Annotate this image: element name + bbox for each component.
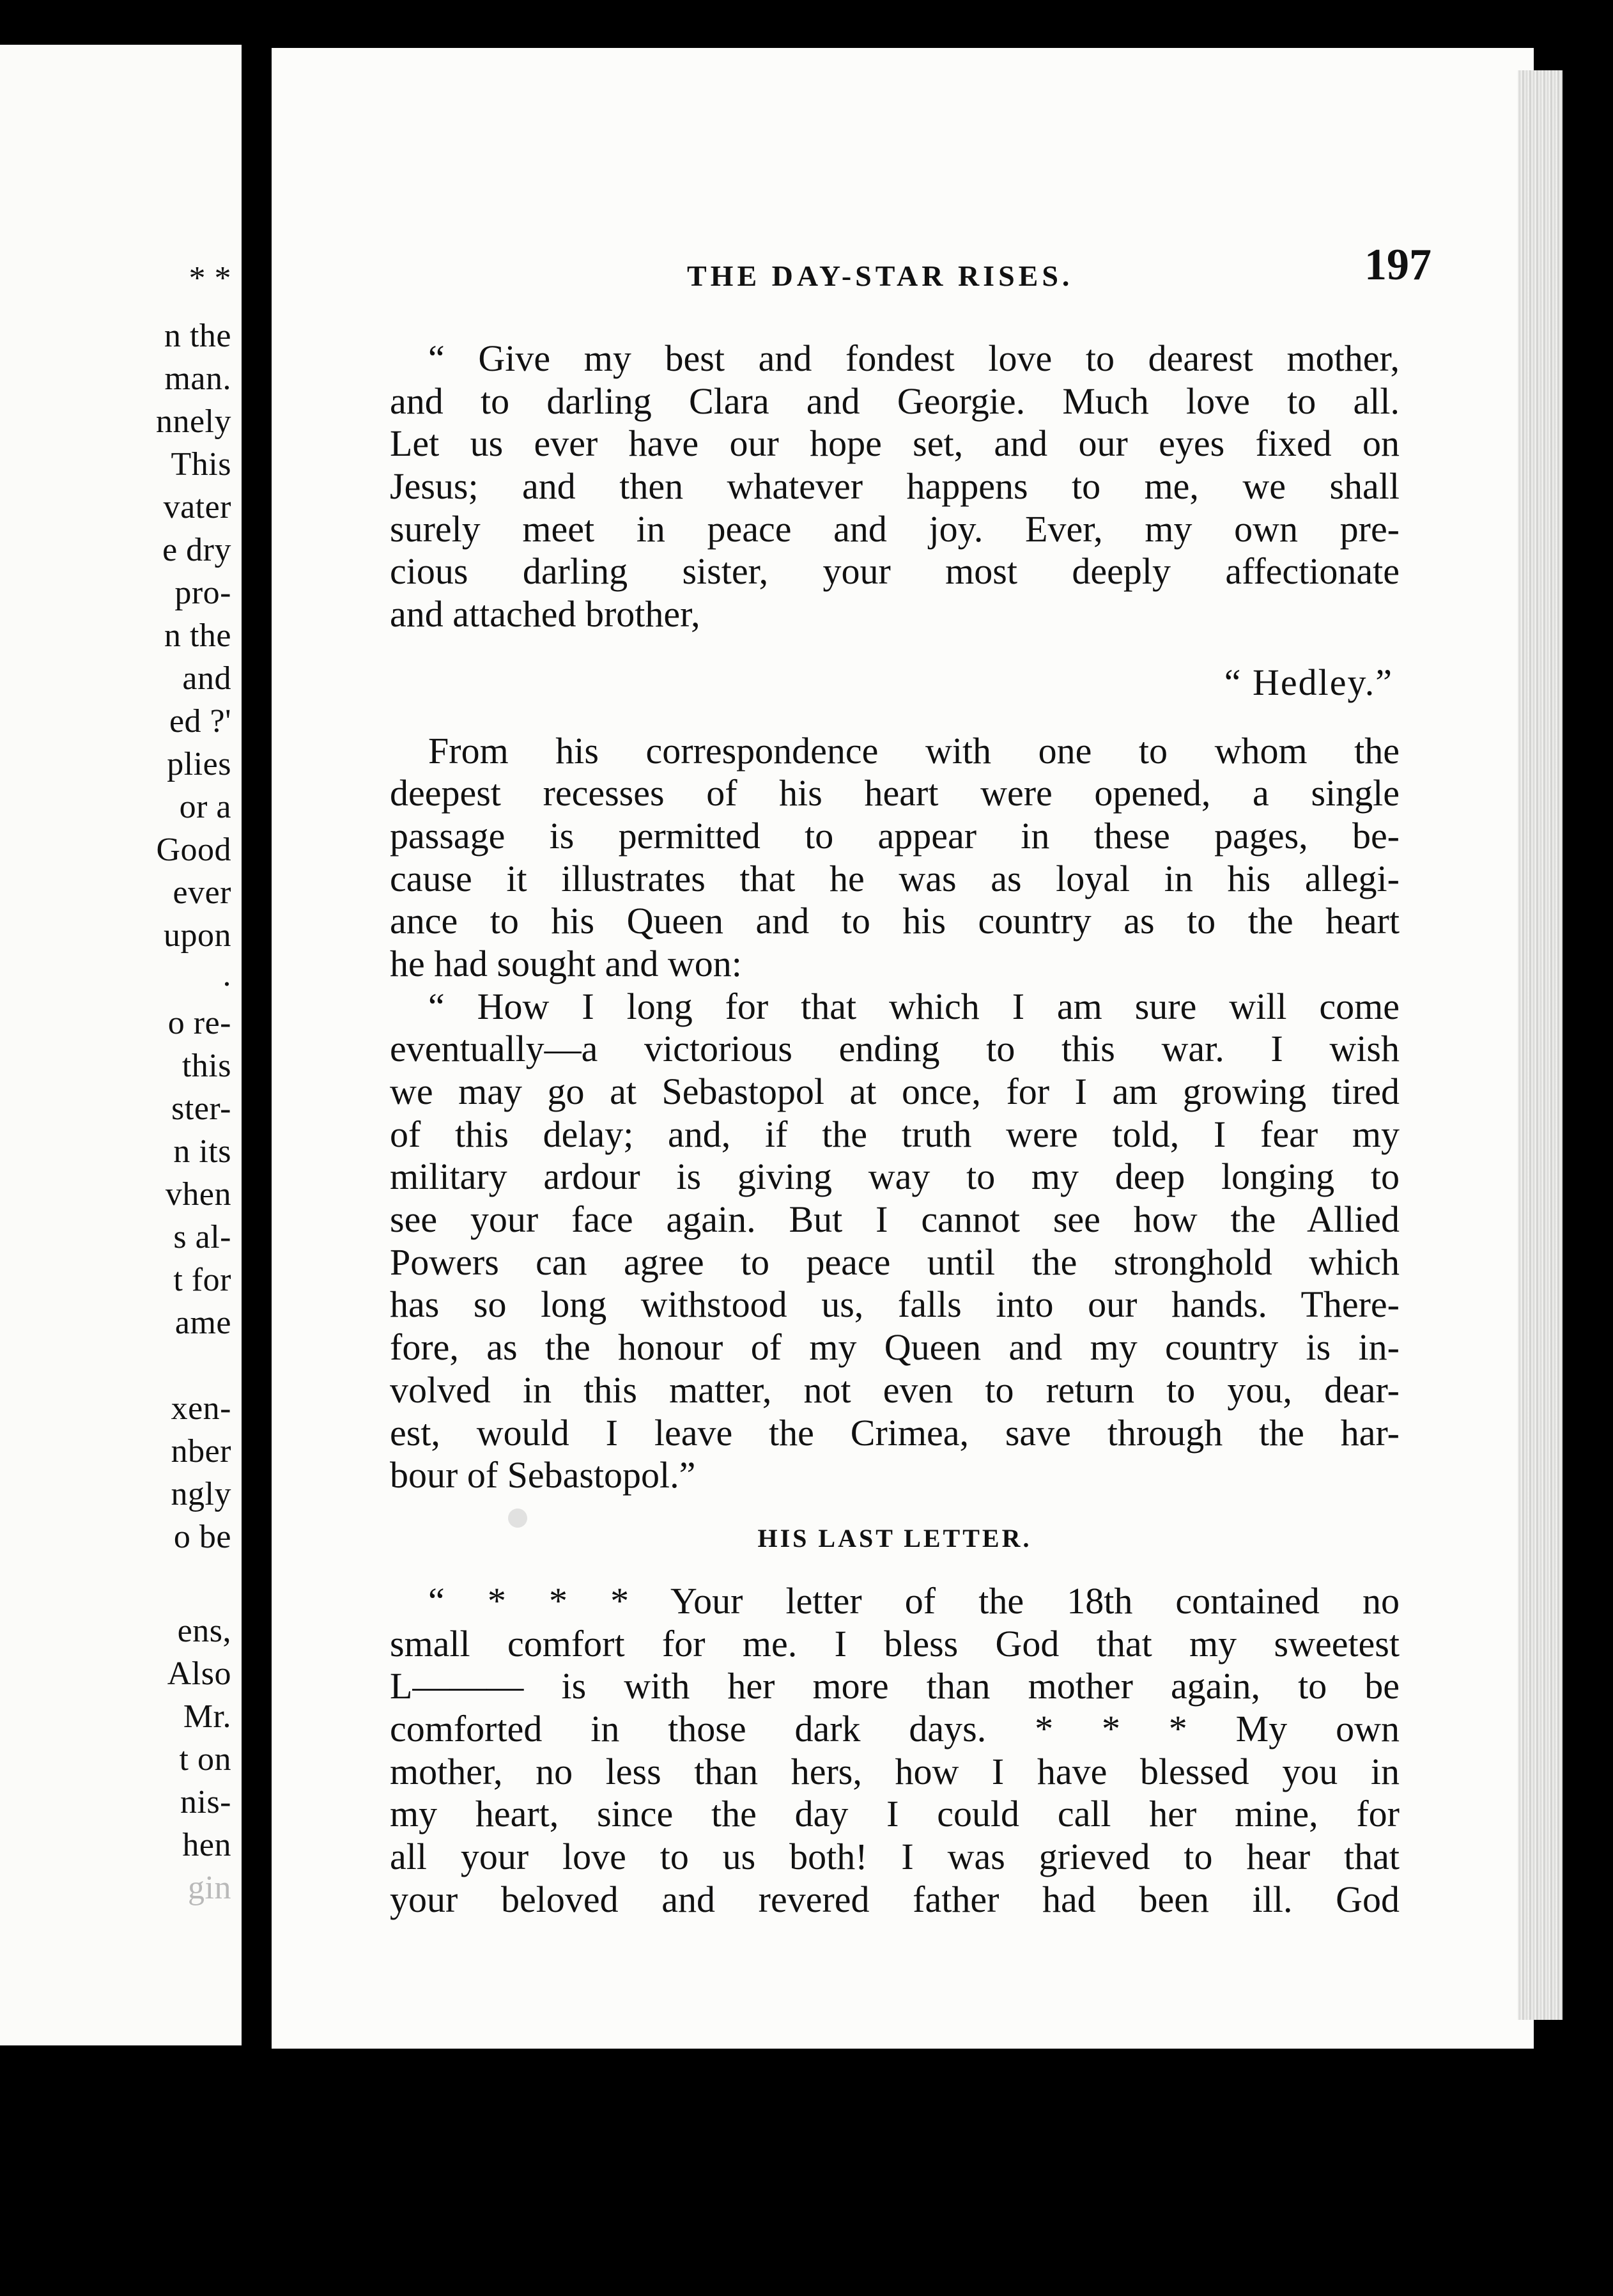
- left-page-line: ever: [173, 874, 231, 911]
- text-line: “ How I long for that which I am sure will come: [428, 985, 1400, 1027]
- text-line: cause it illustrates that he was as loyal in his allegi-: [390, 857, 1400, 899]
- left-page-line: upon: [164, 917, 231, 954]
- left-page-line: man.: [164, 361, 231, 397]
- text-line: deepest recesses of his heart were opened, a single: [390, 772, 1400, 814]
- text-line: fore, as the honour of my Queen and my country is in-: [390, 1326, 1400, 1369]
- left-page-line: this: [181, 1048, 231, 1084]
- page-header: [419, 240, 1432, 297]
- text-line: surely meet in peace and joy. Ever, my own pre-: [390, 508, 1400, 550]
- narrative-paragraph: [390, 730, 1400, 986]
- left-page-line: Good: [156, 832, 231, 868]
- left-page-line: xen-: [171, 1390, 231, 1427]
- text-line: and to darling Clara and Georgie. Much love to all.: [390, 380, 1400, 422]
- left-page-line: o be: [173, 1519, 231, 1555]
- left-page-line: n the: [164, 617, 231, 654]
- left-page-line: ngly: [171, 1476, 231, 1512]
- text-line: Powers can agree to peace until the stronghold which: [390, 1241, 1400, 1283]
- text-line: From his correspondence with one to whom the: [428, 729, 1400, 772]
- last-letter-paragraph: [390, 1580, 1400, 1921]
- left-page-line: vhen: [165, 1176, 231, 1213]
- text-line: mother, no less than hers, how I have blessed you in: [390, 1750, 1400, 1792]
- text-line: and attached brother,: [390, 593, 700, 635]
- letter-paragraph: [390, 337, 1400, 704]
- left-page-line: * *: [189, 260, 231, 297]
- text-line: eventually—a victorious ending to this war. I wish: [390, 1028, 1400, 1070]
- left-page-line: ed ?': [169, 703, 231, 740]
- text-line: L——— is with her more than mother again, to be: [390, 1665, 1400, 1707]
- left-page-line: ens,: [177, 1613, 231, 1649]
- text-line: military ardour is giving way to my deep longing to: [390, 1156, 1400, 1198]
- text-line: ance to his Queen and to his country as to the heart: [390, 900, 1400, 942]
- running-title: THE DAY-STAR RISES.: [687, 260, 1074, 292]
- left-page-line: t for: [173, 1262, 231, 1298]
- text-line: Let us ever have our hope set, and our eyes fixed on: [390, 423, 1400, 465]
- text-line: small comfort for me. I bless God that my sweetest: [390, 1622, 1400, 1664]
- section-subheading: HIS LAST LETTER.: [757, 1523, 1032, 1553]
- left-page-line: This: [171, 446, 231, 483]
- left-page-line: ame: [174, 1305, 231, 1341]
- text-line: bour of Sebastopol.”: [390, 1454, 696, 1496]
- text-line: Jesus; and then whatever happens to me, we shall: [390, 465, 1400, 508]
- text-line: “ Give my best and fondest love to dearest mother,: [428, 337, 1400, 379]
- text-line: volved in this matter, not even to return to you, dear-: [390, 1369, 1400, 1411]
- text-line: est, would I leave the Crimea, save through the har-: [390, 1411, 1400, 1454]
- text-line: all your love to us both! I was grieved to hear that: [390, 1836, 1400, 1877]
- left-page-line: s al-: [173, 1219, 231, 1255]
- left-page-line: nnely: [155, 403, 231, 440]
- left-page-line: gin: [188, 1870, 231, 1906]
- left-page-line: n its: [173, 1133, 231, 1170]
- text-line: “ * * * Your letter of the 18th contained no: [428, 1579, 1400, 1622]
- left-page-line: ster-: [171, 1090, 231, 1127]
- text-line: he had sought and won:: [390, 942, 742, 984]
- left-page-line: or a: [179, 789, 231, 825]
- left-page-line: nber: [171, 1433, 231, 1470]
- left-page-line: plies: [167, 746, 231, 782]
- left-page-line: Mr.: [183, 1698, 231, 1735]
- left-page-line: Also: [167, 1656, 231, 1692]
- quoted-passage: [390, 986, 1400, 1497]
- left-page-line: and: [182, 660, 231, 697]
- page-number: 197: [1364, 240, 1432, 290]
- text-line: comforted in those dark days. * * * My own: [390, 1707, 1400, 1749]
- text-line: my heart, since the day I could call her mine, for: [390, 1793, 1400, 1835]
- left-page-line: t on: [179, 1741, 231, 1778]
- text-line: cious darling sister, your most deeply affectionate: [390, 550, 1400, 593]
- left-page-line: n the: [164, 318, 231, 354]
- left-page-line: e dry: [162, 532, 231, 568]
- left-page-line: nis-: [180, 1784, 231, 1820]
- text-line: see your face again. But I cannot see how the Allied: [390, 1198, 1400, 1241]
- text-line: of this delay; and, if the truth were told, I fear my: [390, 1113, 1400, 1155]
- text-line: has so long withstood us, falls into our hands. There-: [390, 1284, 1400, 1326]
- ink-spot: [508, 1509, 527, 1528]
- left-page-line: o re-: [167, 1005, 231, 1041]
- text-line: your beloved and revered father had been ill. God: [390, 1878, 1400, 1920]
- page-body: [390, 337, 1400, 1921]
- previous-page-fragment: [0, 45, 242, 2045]
- text-line: we may go at Sebastopol at once, for I am growing tired: [390, 1071, 1400, 1112]
- left-page-line: pro-: [174, 575, 231, 611]
- left-page-line: hen: [182, 1827, 231, 1863]
- letter-signature: “ Hedley.”: [1224, 661, 1393, 703]
- left-page-line: .: [222, 957, 231, 993]
- page-edge-stack: [1518, 70, 1563, 2020]
- text-line: passage is permitted to appear in these pages, be-: [390, 814, 1400, 857]
- left-page-line: vater: [163, 489, 231, 525]
